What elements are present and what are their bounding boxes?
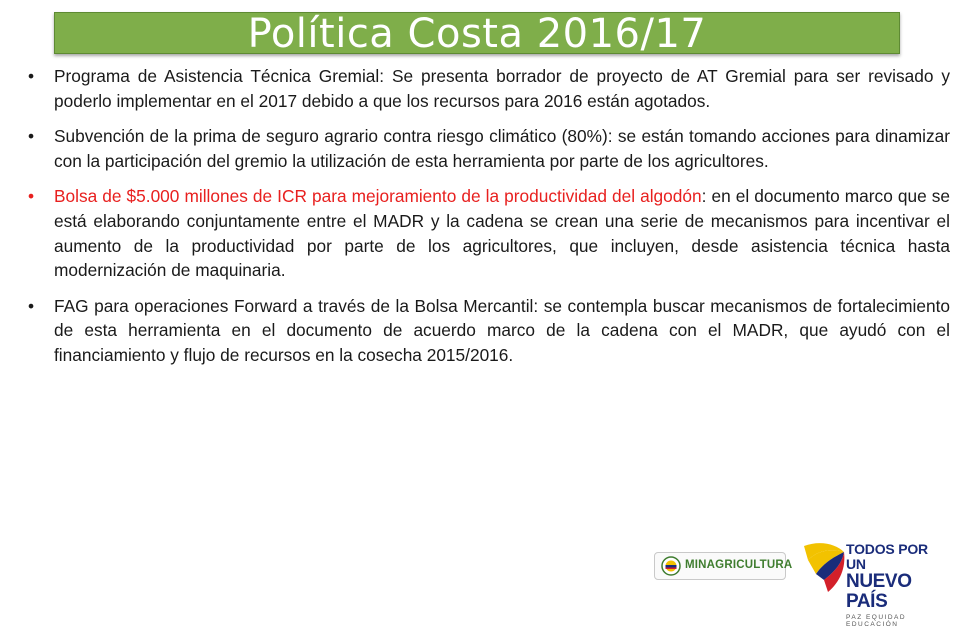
slide-title: Política Costa 2016/17 xyxy=(247,12,707,54)
bullet-marker: • xyxy=(28,66,35,86)
gov-logo-tagline: PAZ EQUIDAD EDUCACIÓN xyxy=(846,614,907,628)
minagricultura-text: MINAGRICULTURA xyxy=(685,559,793,571)
bullet-list xyxy=(28,64,950,379)
bullet-marker: • xyxy=(28,295,35,316)
bullet-marker: • xyxy=(28,186,35,207)
colombia-flag-swoosh-icon xyxy=(798,538,848,596)
bullet-item-bolsa-icr xyxy=(28,184,950,282)
minagricultura-logo xyxy=(654,552,793,580)
bullet-text: Programa de Asistencia Técnica Gremial: Se presenta borrador de proyecto de AT Gremial para ser revisado y poderlo implementar en el 2017 debido a que los recursos para 2016 están agotados. xyxy=(54,66,950,111)
bullet-item-subvencion xyxy=(28,124,950,173)
bullet-item-fag xyxy=(28,294,950,368)
title-bar xyxy=(54,12,900,54)
bullet-text: FAG para operaciones Forward a través de la Bolsa Mercantil: se contempla buscar mecanismos de fortalecimiento de esta herramienta en el documento de acuerdo marco de la cadena con el MADR, que ayudó con el financiamiento y flujo de recursos en la cosecha 2015/2016. xyxy=(54,295,950,365)
bullet-item-asistencia xyxy=(28,64,950,113)
colombia-seal-icon xyxy=(661,556,681,576)
gov-logo-line1: TODOS POR UN xyxy=(846,541,928,572)
footer-logos xyxy=(650,536,950,628)
bullet-text: : en el documento marco que se está elaborando conjuntamente entre el MADR y la cadena se crean una serie de mecanismos para incentivar el aumento de la productividad por parte de los agricultores, que incluyen, desde asistencia técnica hasta modernización de maquinaria. xyxy=(54,186,950,281)
bullet-marker: • xyxy=(28,126,35,147)
bullet-text: Subvención de la prima de seguro agrario contra riesgo climático (80%): se están tomando acciones para dinamizar con la participación del gremio la utilización de esta herramienta por parte de los agricultores. xyxy=(54,126,950,171)
todos-por-un-nuevo-pais-logo xyxy=(846,542,950,628)
gov-logo-line2: NUEVO PAÍS xyxy=(846,571,912,612)
bullet-highlight-text: Bolsa de $5.000 millones de ICR para mejoramiento de la productividad del algodón xyxy=(54,186,702,207)
